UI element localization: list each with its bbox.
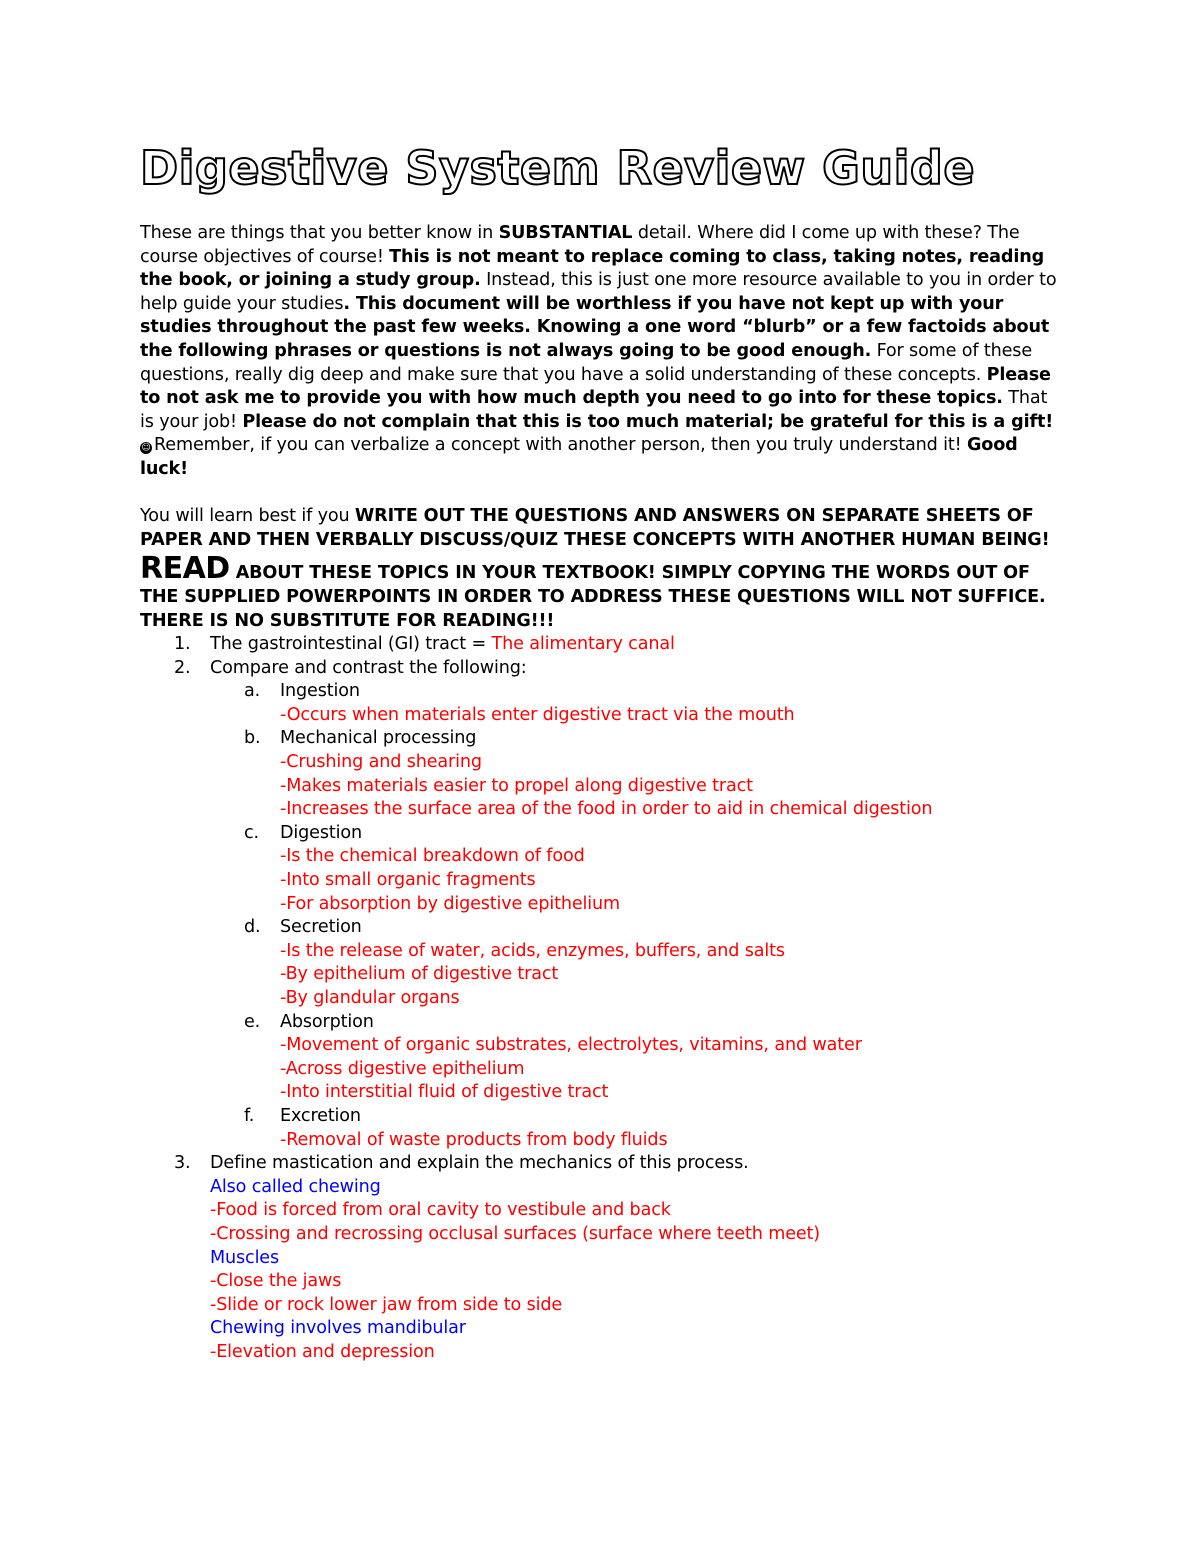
answer-heading: Chewing involves mandibular: [210, 1318, 466, 1339]
answer-text: The alimentary canal: [491, 634, 675, 655]
answer-text: -Removal of waste products from body fluids: [280, 1129, 668, 1150]
term-text: Excretion: [280, 1105, 361, 1126]
question-text: Define mastication and explain the mechanics of this process.: [210, 1153, 749, 1174]
sub-list-item: [210, 916, 1065, 1010]
sub-list-item: [210, 1105, 1065, 1152]
term-text: Mechanical processing: [280, 728, 477, 749]
sub-list: [210, 680, 1065, 1152]
item-number: 1.: [174, 634, 191, 655]
answer-text: -Occurs when materials enter digestive tract via the mouth: [280, 704, 795, 725]
answer-text: -Movement of organic substrates, electrolytes, vitamins, and water: [280, 1035, 862, 1056]
term-text: Digestion: [280, 822, 362, 843]
sub-list-item: [210, 822, 1065, 916]
intro-text: For some of these questions, really dig deep and make sure that you have a solid understanding of these concepts.: [140, 340, 1033, 385]
intro-text: That is your job!: [140, 388, 1048, 432]
item-letter: e.: [244, 1011, 261, 1032]
term-text: Absorption: [280, 1011, 374, 1032]
answer-text: -By glandular organs: [280, 988, 460, 1008]
learn-text: You will learn best if you: [140, 506, 355, 527]
read-paragraph: [140, 551, 1065, 633]
good-luck-text: Good luck!: [140, 435, 1018, 479]
answer-text: -By epithelium of digestive tract: [280, 964, 559, 985]
answer-text: -Is the release of water, acids, enzymes, buffers, and salts: [280, 940, 785, 961]
list-item: [140, 1152, 1065, 1364]
question-list: [140, 633, 1065, 1364]
question-text: Compare and contrast the following:: [210, 657, 527, 678]
answer-text: -Across digestive epithelium: [280, 1058, 525, 1079]
smiley-bullet-icon: ☺: [141, 443, 151, 454]
term-text: Ingestion: [280, 681, 360, 702]
answer-text: -Is the chemical breakdown of food: [280, 846, 585, 867]
sub-list-item: [210, 680, 1065, 727]
page-title: Digestive System Review Guide: [140, 141, 976, 195]
item-letter: f.: [244, 1105, 255, 1126]
intro-text: Instead, this is just one more resource available to you in order to help guide your studies: [140, 270, 1057, 314]
intro-text: Remember, if you can verbalize a concept with another person, then you truly understand it!: [154, 435, 967, 456]
answer-text: -Close the jaws: [210, 1271, 342, 1292]
intro-text: These are things that you better know in: [140, 223, 499, 243]
answer-text: -For absorption by digestive epithelium: [280, 893, 620, 914]
answer-text: -Into interstitial fluid of digestive tract: [280, 1082, 609, 1103]
sub-list-item: [210, 727, 1065, 821]
item-letter: c.: [244, 822, 259, 843]
item-number: 2.: [174, 657, 191, 678]
answer-text: -Slide or rock lower jaw from side to side: [210, 1294, 563, 1315]
read-heading: READ: [140, 551, 230, 587]
document-body: [140, 222, 1065, 1365]
term-text: Secretion: [280, 917, 362, 938]
intro-emphasis: Please do not complain that this is too much material; be grateful for this is a gift!: [242, 411, 1054, 432]
answer-text: -Elevation and depression: [210, 1341, 435, 1362]
answer-heading: Also called chewing: [210, 1176, 381, 1197]
answer-heading: Muscles: [210, 1247, 279, 1268]
learn-emphasis: WRITE OUT THE QUESTIONS AND ANSWERS ON SEPARATE SHEETS OF PAPER AND THEN VERBALLY DISCUSS/QUIZ THESE CONCEPTS WITH ANOTHER HUMAN BEING!: [140, 506, 1050, 550]
answer-text: -Makes materials easier to propel along digestive tract: [280, 775, 753, 796]
item-letter: b.: [244, 728, 261, 749]
intro-emphasis: This is not meant to replace coming to class, taking notes, reading the book, or joining a study group.: [140, 246, 1045, 291]
answer-text: -Into small organic fragments: [280, 870, 536, 891]
intro-text: detail. Where did I come up with these? The course objectives of course!: [140, 223, 1020, 267]
answer-text: -Food is forced from oral cavity to vestibule and back: [210, 1200, 671, 1221]
item-number: 3.: [174, 1153, 191, 1174]
answer-text: -Increases the surface area of the food in order to aid in chemical digestion: [280, 799, 933, 820]
read-text: ABOUT THESE TOPICS IN YOUR TEXTBOOK! SIMPLY COPYING THE WORDS OUT OF THE SUPPLIED POWERPOINTS IN ORDER TO ADDRESS THESE QUESTIONS WILL NOT SUFFICE. THERE IS NO SUBSTITUTE FOR READING!!!: [140, 563, 1046, 631]
item-letter: a.: [244, 681, 261, 702]
intro-emphasis: Please to not ask me to provide you with how much depth you need to go into for these topics.: [140, 364, 1051, 409]
learn-paragraph: [140, 505, 1065, 552]
answer-text: -Crushing and shearing: [280, 752, 482, 773]
intro-emphasis: SUBSTANTIAL: [498, 223, 633, 243]
list-item: [140, 657, 1065, 1152]
intro-emphasis: . This document will be worthless if you have not kept up with your studies throughout the past few weeks. Knowing a one word “blurb” or a few factoids about the following phrases or questions is not always going to be good enough.: [140, 293, 1050, 361]
list-item: [140, 633, 1065, 657]
intro-paragraph: [140, 222, 1065, 482]
question-text: The gastrointestinal (GI) tract =: [210, 634, 492, 655]
sub-list-item: [210, 1011, 1065, 1105]
item-letter: d.: [244, 917, 261, 938]
answer-text: -Crossing and recrossing occlusal surfaces (surface where teeth meet): [210, 1223, 821, 1244]
